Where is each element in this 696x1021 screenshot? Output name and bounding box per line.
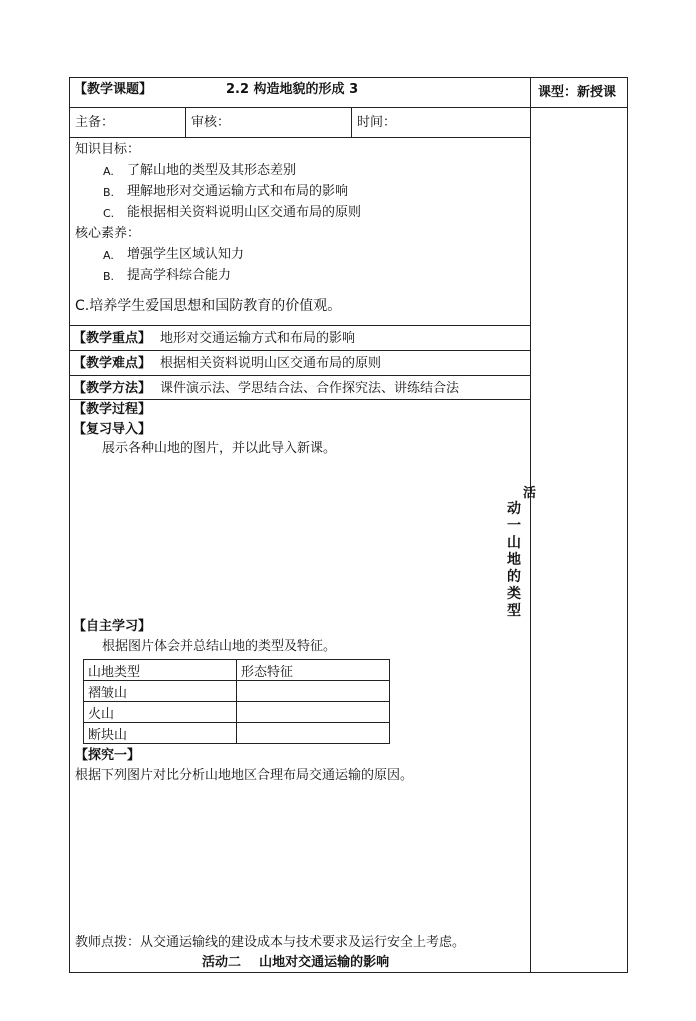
side-char: 类 <box>507 586 521 602</box>
knowledge-b-text: 理解地形对交通运输方式和布局的影响 <box>127 184 349 199</box>
rule-meta <box>69 137 531 138</box>
knowledge-c-letter: C. <box>103 207 115 220</box>
difficulty-label: 【教学难点】 <box>73 356 152 371</box>
side-char: 一 <box>507 518 521 534</box>
knowledge-a-letter: A. <box>103 165 114 178</box>
method-text: 课件演示法、学思结合法、合作探究法、讲练结合法 <box>160 381 460 396</box>
core-c-text: C.培养学生爱国思想和国防教育的价值观。 <box>75 298 342 314</box>
mountain-type-table <box>83 659 390 744</box>
difficulty-text: 根据相关资料说明山区交通布局的原则 <box>160 356 382 371</box>
meta-divider-2 <box>351 107 352 137</box>
side-char: 山 <box>507 535 521 551</box>
explore-title: 【探究一】 <box>75 748 141 763</box>
border-right <box>627 77 628 973</box>
self-study-text: 根据图片体会并总结山地的类型及特征。 <box>102 639 337 654</box>
knowledge-c-text: 能根据相关资料说明山区交通布局的原则 <box>127 205 362 220</box>
border-bottom <box>69 972 628 973</box>
activity2-title: 活动二 山地对交通运输的影响 <box>202 955 390 970</box>
explore-text: 根据下列图片对比分析山地地区合理布局交通运输的原因。 <box>75 768 414 783</box>
table-row <box>84 702 390 723</box>
table-cell[interactable] <box>237 681 390 702</box>
border-left <box>69 77 70 973</box>
core-b-text: 提高学科综合能力 <box>127 268 232 283</box>
focus-label: 【教学重点】 <box>73 331 152 346</box>
review-text: 展示各种山地的图片，并以此导入新课。 <box>102 441 337 456</box>
review-title: 【复习导入】 <box>73 422 152 437</box>
knowledge-a-text: 了解山地的类型及其形态差别 <box>127 163 297 178</box>
knowledge-b-letter: B. <box>103 186 115 199</box>
lesson-type: 课型：新授课 <box>538 85 617 100</box>
table-cell[interactable] <box>237 723 390 744</box>
meta-divider-1 <box>185 107 186 137</box>
column-divider <box>530 77 531 973</box>
activity-mark: 活 <box>523 486 537 501</box>
side-char: 的 <box>507 569 521 585</box>
reviewer-label: 审核： <box>191 115 231 130</box>
table-row <box>84 723 390 744</box>
table-header-cell: 山地类型 <box>84 660 237 681</box>
teacher-tip: 教师点拨：从交通运输线的建设成本与技术要求及运行安全上考虑。 <box>75 935 466 950</box>
header-label: 【教学课题】 <box>74 82 153 97</box>
table-cell: 火山 <box>84 702 237 723</box>
preparer-label: 主备： <box>75 115 115 130</box>
table-header-row <box>84 660 390 681</box>
knowledge-title: 知识目标： <box>75 142 141 157</box>
rule-objectives <box>69 325 531 326</box>
table-row <box>84 681 390 702</box>
process-title: 【教学过程】 <box>73 402 152 417</box>
table-cell: 褶皱山 <box>84 681 237 702</box>
rule-focus <box>69 350 531 351</box>
side-char: 动 <box>507 501 521 517</box>
focus-text: 地形对交通运输方式和布局的影响 <box>160 331 356 346</box>
self-study-title: 【自主学习】 <box>73 619 152 634</box>
rule-header <box>69 107 628 108</box>
side-char: 型 <box>507 603 521 619</box>
activity-side-label <box>506 501 522 620</box>
core-b-letter: B. <box>103 270 115 283</box>
table-cell[interactable] <box>237 702 390 723</box>
table-cell: 断块山 <box>84 723 237 744</box>
border-top <box>69 77 628 78</box>
core-a-text: 增强学生区域认知力 <box>127 247 245 262</box>
lesson-title: 2.2 构造地貌的形成 3 <box>226 82 359 97</box>
rule-difficulty <box>69 375 531 376</box>
side-char: 地 <box>507 552 521 568</box>
rule-method <box>69 399 531 400</box>
method-label: 【教学方法】 <box>73 381 152 396</box>
core-a-letter: A. <box>103 249 114 262</box>
core-title: 核心素养： <box>75 226 141 241</box>
table-header-cell: 形态特征 <box>237 660 390 681</box>
time-label: 时间： <box>357 115 397 130</box>
